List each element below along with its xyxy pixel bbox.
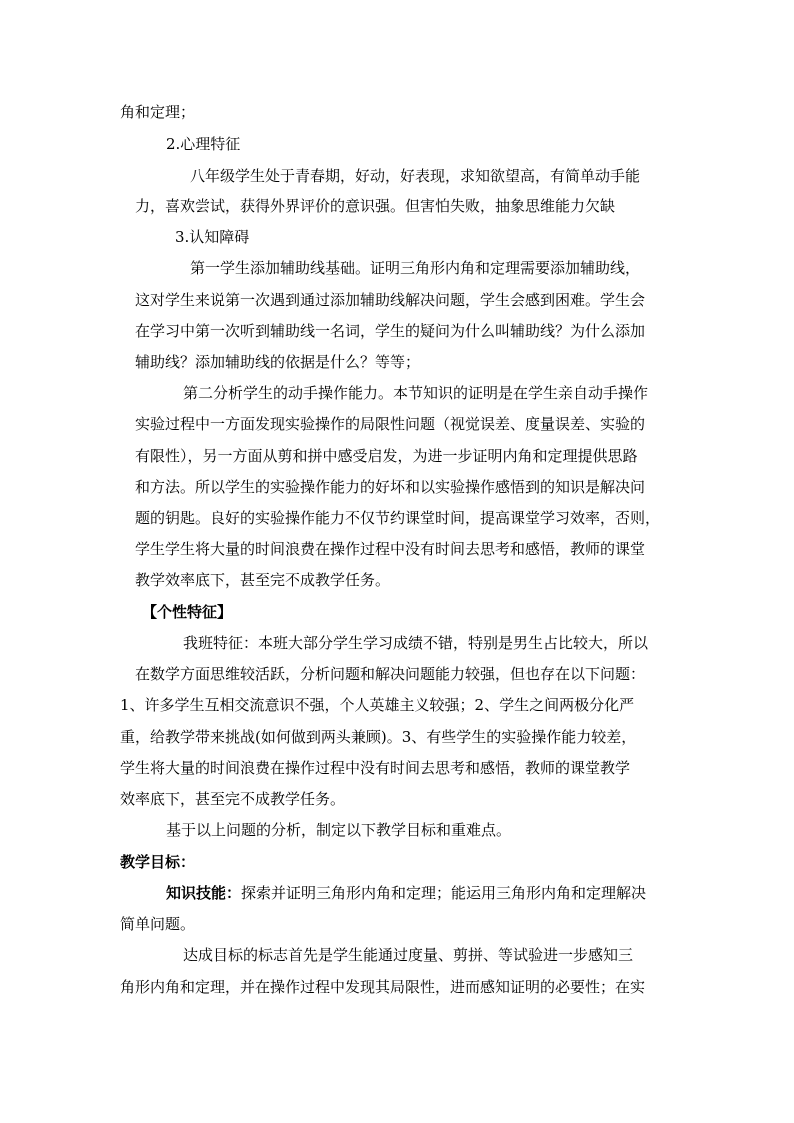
- text-line: 我班特征：本班大部分学生学习成绩不错，特别是男生占比较大，所以: [183, 634, 649, 652]
- text-line: 角和定理；: [120, 103, 196, 121]
- text-line: 这对学生来说第一次遇到通过添加辅助线解决问题，学生会感到困难。学生会: [135, 291, 646, 309]
- text-line: 和方法。所以学生的实验操作能力的好坏和以实验操作感悟到的知识是解决问: [135, 478, 646, 496]
- text-line: 学生将大量的时间浪费在操作过程中没有时间去思考和感悟，教师的课堂教学: [120, 759, 631, 777]
- text-line: 题的钥匙。良好的实验操作能力不仅节约课堂时间，提高课堂学习效率，否则，: [135, 509, 661, 527]
- text-line: 重，给教学带来挑战(如何做到两头兼顾)。3、有些学生的实验操作能力较差，: [120, 728, 637, 746]
- knowledge-skill-label: 知识技能：: [166, 884, 242, 902]
- text-line: 实验过程中一方面发现实验操作的局限性问题（视觉误差、度量误差、实验的: [135, 415, 646, 433]
- knowledge-skill-text: 探索并证明三角形内角和定理；能运用三角形内角和定理解决: [241, 884, 647, 902]
- text-line: 第一学生添加辅助线基础。证明三角形内角和定理需要添加辅助线，: [190, 259, 641, 277]
- text-line: 有限性），另一方面从剪和拼中感受启发，为进一步证明内角和定理提供思路: [135, 447, 638, 465]
- subheading-cognitive: 3.认知障碍: [175, 228, 250, 246]
- section-heading-teaching-goals: 教学目标：: [120, 853, 196, 871]
- text-line: 八年级学生处于青春期，好动，好表现，求知欲望高，有简单动手能: [190, 167, 641, 185]
- text-line: 基于以上问题的分析，制定以下教学目标和重难点。: [166, 821, 512, 839]
- text-line: 1、许多学生互相交流意识不强，个人英雄主义较强；2、学生之间两极分化严: [120, 696, 635, 714]
- text-line: 第二分析学生的动手操作能力。本节知识的证明是在学生亲自动手操作: [183, 384, 649, 402]
- text-line: 学生学生将大量的时间浪费在操作过程中没有时间去思考和感悟，教师的课堂: [135, 540, 646, 558]
- subheading-psychology: 2.心理特征: [166, 135, 241, 153]
- text-line: 效率底下，甚至完不成教学任务。: [120, 790, 346, 808]
- text-line: 力，喜欢尝试，获得外界评价的意识强。但害怕失败，抽象思维能力欠缺: [135, 197, 616, 215]
- text-line: 简单问题。: [120, 915, 196, 933]
- section-heading-personality: 【个性特征】: [142, 603, 233, 621]
- text-line-knowledge-skill: [166, 883, 646, 903]
- text-line: 达成目标的标志首先是学生能通过度量、剪拼、等试验进一步感知三: [183, 946, 634, 964]
- text-line: 角形内角和定理，并在操作过程中发现其局限性，进而感知证明的必要性；在实: [120, 978, 646, 996]
- text-line: 教学效率底下，甚至完不成教学任务。: [135, 571, 391, 589]
- text-line: 在数学方面思维较活跃，分析问题和解决问题能力较强，但也存在以下问题：: [135, 665, 646, 683]
- text-line: 在学习中第一次听到辅助线一名词，学生的疑问为什么叫辅助线？为什么添加: [135, 322, 646, 340]
- text-line: 辅助线？添加辅助线的依据是什么？等等；: [135, 353, 421, 371]
